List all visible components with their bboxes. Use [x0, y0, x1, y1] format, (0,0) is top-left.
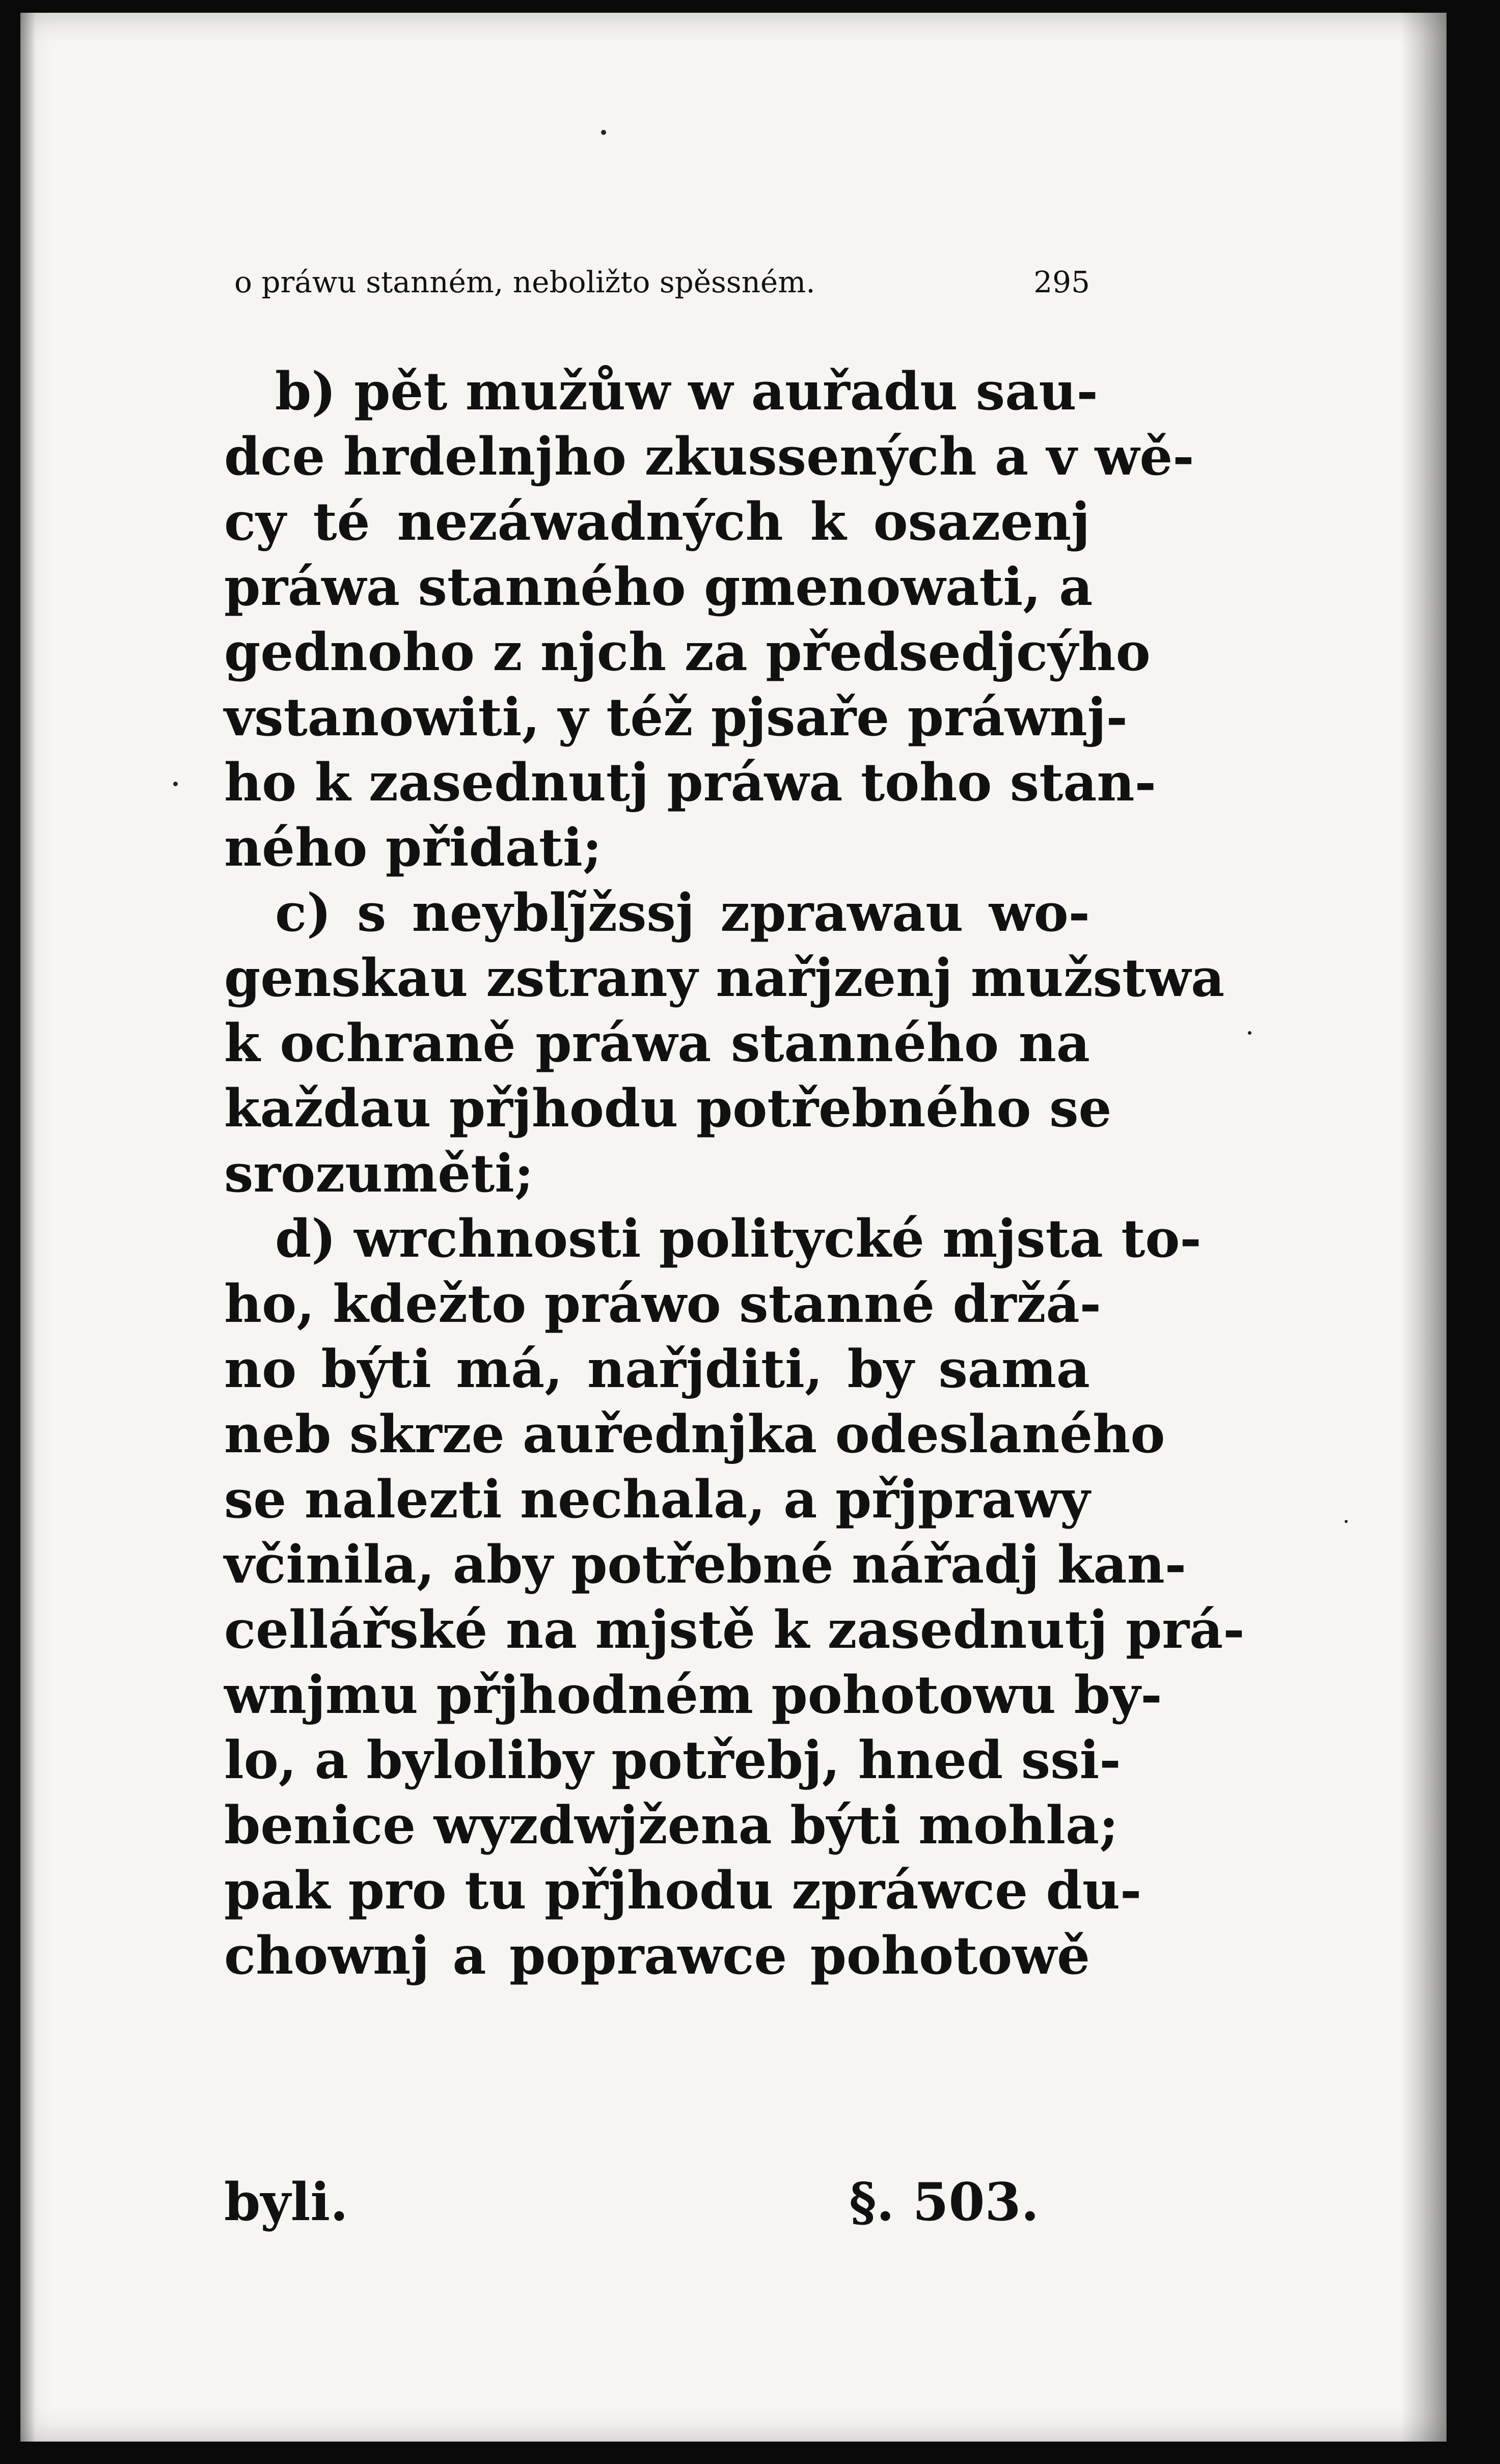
- text-line: gednoho z njch za předsedjcýho: [224, 622, 1151, 683]
- text-line: včinila, aby potřebné nářadj kan-: [224, 1534, 1187, 1595]
- text-line: cy té nezáwadných k osazenj: [224, 491, 1090, 552]
- text-line: cellářské na mjstě k zasednutj prá-: [224, 1599, 1245, 1660]
- ink-speck: [1248, 1031, 1251, 1035]
- text-line: b) pět mužůw w auřadu sau-: [275, 361, 1098, 422]
- text-line: lo, a byloliby potřebj, hned ssi-: [224, 1730, 1121, 1791]
- text-line: no býti má, nařjditi, by sama: [224, 1339, 1090, 1400]
- text-line: každau přjhodu potřebného se: [224, 1078, 1112, 1139]
- text-line: c) s neyblj̃žssj zprawau wo-: [275, 882, 1090, 944]
- text-line: se nalezti nechala, a přjprawy: [224, 1469, 1090, 1530]
- text-line: wnjmu přjhodném pohotowu by-: [224, 1665, 1162, 1726]
- text-line: vstanowiti, y též pjsaře práwnj-: [224, 687, 1128, 748]
- text-line: neb skrze auřednjka odeslaného: [224, 1404, 1165, 1465]
- book-page: [20, 13, 1447, 2442]
- text-line: práwa stanného gmenowati, a: [224, 557, 1093, 618]
- text-line: genskau zstrany nařjzenj mužstwa: [224, 948, 1225, 1009]
- text-line: k ochraně práwa stanného na: [224, 1013, 1090, 1074]
- spine-shadow: [1401, 13, 1447, 2442]
- ink-speck: [1345, 1520, 1348, 1523]
- text-line: dce hrdelnjho zkussených a v wě-: [224, 426, 1194, 487]
- running-header: [234, 265, 1090, 299]
- page-number: 295: [1033, 265, 1090, 299]
- body-text: [224, 359, 1245, 1988]
- page-edge-shadow: [20, 13, 36, 2442]
- running-title: o práwu stanném, neboližto spěssném.: [234, 265, 815, 299]
- text-line: d) wrchnosti politycké mjsta to-: [275, 1208, 1202, 1269]
- ink-speck: [601, 130, 606, 135]
- catchword: §. 503.: [849, 2172, 1039, 2233]
- text-line: ho k zasednutj práwa toho stan-: [224, 752, 1156, 813]
- text-line: pak pro tu přjhodu zpráwce du-: [224, 1860, 1142, 1921]
- last-word: byli.: [224, 2172, 348, 2233]
- text-line: ného přidati;: [224, 817, 602, 878]
- ink-speck: [173, 782, 178, 786]
- text-line: srozuměti;: [224, 1143, 534, 1204]
- text-line: benice wyzdwjžena býti mohla;: [224, 1795, 1119, 1856]
- text-line: chownj a poprawce pohotowě: [224, 1925, 1090, 1986]
- page-footer: [224, 2172, 1039, 2233]
- text-line: ho, kdežto práwo stanné držá-: [224, 1273, 1101, 1335]
